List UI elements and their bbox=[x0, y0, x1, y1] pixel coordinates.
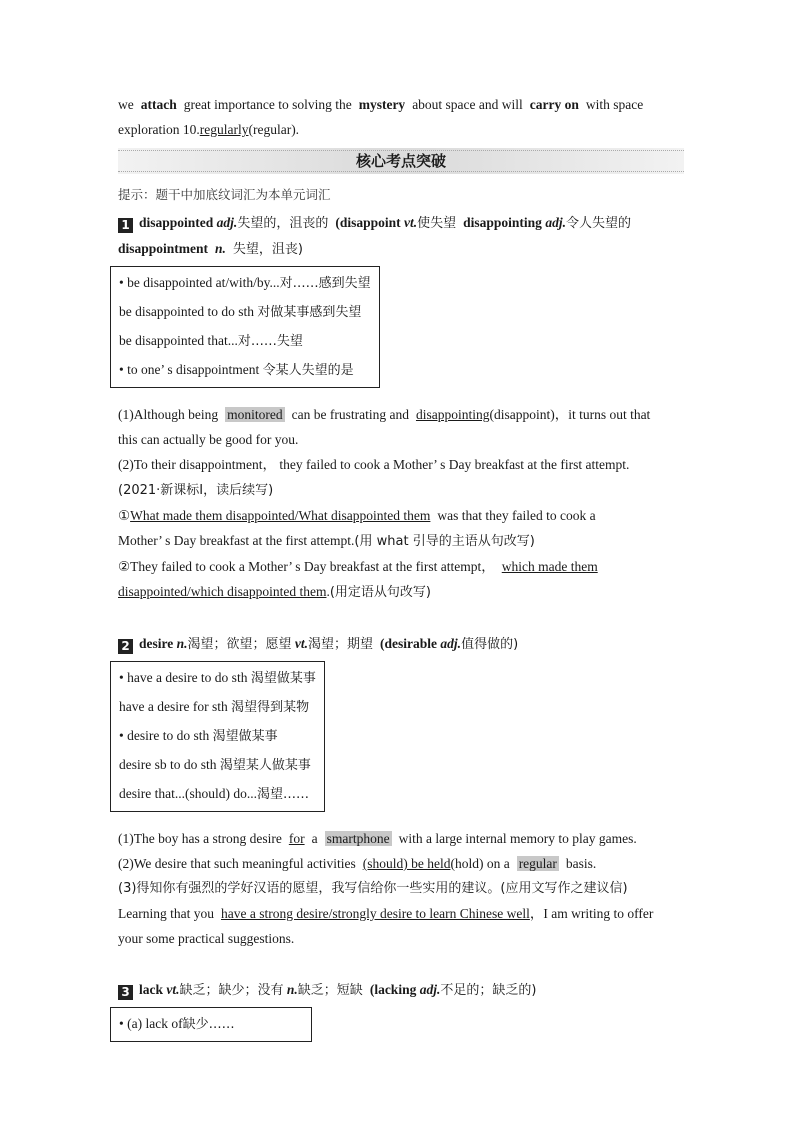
headword: desire bbox=[139, 636, 174, 651]
definition: 使失望 bbox=[417, 216, 457, 231]
text: ( bbox=[369, 982, 375, 997]
phrase-cn: 渴望…… bbox=[256, 787, 309, 802]
part-of-speech: n. bbox=[286, 982, 298, 997]
phrase-row bbox=[119, 780, 316, 809]
tip-text: 提示：题干中加底纹词汇为本单元词汇 bbox=[118, 187, 331, 202]
headword: desirable bbox=[384, 636, 438, 651]
keyword: attach bbox=[140, 97, 177, 112]
section-number-badge: 1 bbox=[118, 218, 133, 233]
exercise-2-3 bbox=[118, 876, 684, 901]
section-number-badge: 2 bbox=[118, 639, 133, 654]
definition: 失望，沮丧) bbox=[232, 242, 303, 257]
entry-disappointed bbox=[118, 210, 684, 262]
answer: for bbox=[288, 831, 305, 846]
text: (hold) on a bbox=[450, 856, 510, 871]
phrase-row bbox=[119, 356, 371, 385]
headword: disappoint bbox=[339, 215, 401, 230]
text: with space bbox=[585, 97, 644, 112]
highlighted-word: smartphone bbox=[326, 831, 390, 846]
phrase-row bbox=[119, 269, 371, 298]
phrase-row bbox=[119, 751, 316, 780]
intro-paragraph bbox=[118, 92, 684, 142]
part-of-speech: vt. bbox=[166, 982, 180, 997]
phrase-en: have a desire for sth bbox=[119, 699, 228, 714]
phrase-cn: 对……感到失望 bbox=[279, 276, 371, 291]
phrase-row bbox=[119, 664, 316, 693]
exercise-2-2 bbox=[118, 851, 684, 876]
text: Mother’ s Day breakfast at the first attempt. bbox=[118, 533, 355, 548]
text: ( bbox=[335, 215, 340, 230]
exercise-1-3 bbox=[118, 503, 684, 554]
text: Learning that you bbox=[118, 906, 214, 921]
text: (2)To their disappointment， they failed to cook a Mother’ s Day breakfast at the first attempt. bbox=[118, 457, 630, 472]
phrase-cn: 渴望得到某物 bbox=[231, 700, 310, 715]
text: (2)We desire that such meaningful activities bbox=[118, 856, 356, 871]
phrase-row bbox=[119, 327, 371, 356]
part-of-speech: adj. bbox=[545, 215, 566, 230]
definition: 值得做的) bbox=[461, 637, 519, 652]
part-of-speech: n. bbox=[215, 241, 226, 256]
entry-lack bbox=[118, 977, 684, 1003]
text: great importance to solving the bbox=[183, 97, 352, 112]
phrase-row bbox=[119, 298, 371, 327]
phrase-en: • (a) lack of bbox=[119, 1016, 183, 1031]
exercise-2-4 bbox=[118, 901, 684, 951]
phrase-row bbox=[119, 722, 316, 751]
phrase-box bbox=[110, 1007, 312, 1042]
phrase-en: • have a desire to do sth bbox=[119, 670, 248, 685]
instruction-note: (用 what 引导的主语从句改写) bbox=[354, 534, 535, 549]
instruction-note: (用定语从句改写) bbox=[329, 585, 431, 600]
entry-desire bbox=[118, 631, 684, 657]
definition: 渴望；期望 bbox=[308, 637, 374, 652]
text: ②They failed to cook a Mother’ s Day breakfast at the first attempt， bbox=[118, 559, 495, 574]
part-of-speech: adj. bbox=[216, 215, 238, 230]
headword: lacking bbox=[374, 982, 417, 997]
phrase-cn: 渴望做某事 bbox=[212, 729, 278, 744]
text: this can actually be good for you. bbox=[118, 432, 299, 447]
phrase-en: • desire to do sth bbox=[119, 728, 210, 743]
part-of-speech: adj. bbox=[419, 982, 441, 997]
text: can be frustrating and bbox=[291, 407, 409, 422]
text: a bbox=[311, 831, 318, 846]
phrase-row bbox=[119, 1010, 303, 1039]
headword: lack bbox=[139, 982, 164, 997]
answer: disappointed/which disappointed them bbox=[118, 584, 327, 599]
definition: 失望的，沮丧的 bbox=[237, 216, 329, 231]
highlighted-word: monitored bbox=[227, 407, 283, 422]
definition: 渴望；欲望；愿望 bbox=[187, 637, 292, 652]
headword: disappointing bbox=[463, 215, 542, 230]
text: basis. bbox=[565, 856, 597, 871]
text: was that they failed to cook a bbox=[437, 508, 596, 523]
headword: disappointed bbox=[139, 215, 214, 230]
exercise-2-1 bbox=[118, 826, 684, 851]
section-number-badge: 3 bbox=[118, 985, 133, 1000]
phrase-cn: 渴望某人做某事 bbox=[219, 758, 311, 773]
exercise-1-2 bbox=[118, 452, 684, 503]
hint: (regular). bbox=[248, 122, 300, 137]
phrase-en: • be disappointed at/with/by... bbox=[119, 275, 280, 290]
text: ① bbox=[118, 508, 131, 523]
phrase-cn: 对……失望 bbox=[237, 334, 303, 349]
section-banner: 核心考点突破 bbox=[118, 148, 684, 174]
answer: which made them bbox=[501, 559, 598, 574]
text: with a large internal memory to play games. bbox=[398, 831, 637, 846]
text: (disappoint)，it turns out that bbox=[489, 407, 651, 422]
phrase-cn: 渴望做某事 bbox=[250, 671, 316, 686]
phrase-en: desire sb to do sth bbox=[119, 757, 217, 772]
answer: What made them disappointed/What disappointed them bbox=[130, 508, 431, 523]
part-of-speech: vt. bbox=[404, 215, 418, 230]
keyword: carry on bbox=[529, 97, 579, 112]
text: (3)得知你有强烈的学好汉语的愿望，我写信给你一些实用的建议。(应用文写作之建议信) bbox=[118, 881, 628, 896]
answer: disappointing bbox=[415, 407, 490, 422]
source-note: (2021·新课标Ⅰ，读后续写) bbox=[118, 483, 274, 498]
part-of-speech: n. bbox=[176, 636, 188, 651]
definition: 令人失望的 bbox=[565, 216, 631, 231]
phrase-box bbox=[110, 266, 380, 388]
text: about space and will bbox=[412, 97, 523, 112]
phrase-en: be disappointed to do sth bbox=[119, 304, 254, 319]
text: exploration 10. bbox=[118, 122, 200, 137]
phrase-cn: 令某人失望的是 bbox=[262, 363, 354, 378]
text: (1)Although being bbox=[118, 407, 219, 422]
keyword: mystery bbox=[358, 97, 406, 112]
phrase-row bbox=[119, 693, 316, 722]
text: your some practical suggestions. bbox=[118, 931, 295, 946]
definition: 缺乏；缺少；没有 bbox=[179, 983, 284, 998]
phrase-box bbox=[110, 661, 325, 812]
definition: 缺乏；短缺 bbox=[297, 983, 363, 998]
exercise-1-1 bbox=[118, 402, 684, 452]
text: ，I am writing to offer bbox=[529, 906, 654, 921]
exercise-1-4 bbox=[118, 554, 684, 605]
phrase-en: • to one’ s disappointment bbox=[119, 362, 260, 377]
headword: disappointment bbox=[118, 241, 209, 256]
phrase-cn: 缺少…… bbox=[182, 1017, 235, 1032]
answer: (should) be held bbox=[362, 856, 451, 871]
text: (1)The boy has a strong desire bbox=[118, 831, 282, 846]
phrase-en: desire that...(should) do... bbox=[119, 786, 257, 801]
text: . bbox=[326, 584, 330, 599]
answer: have a strong desire/strongly desire to learn Chinese well bbox=[220, 906, 530, 921]
phrase-en: be disappointed that... bbox=[119, 333, 238, 348]
phrase-cn: 对做某事感到失望 bbox=[257, 305, 362, 320]
definition: 不足的；缺乏的) bbox=[440, 983, 537, 998]
highlighted-word: regular bbox=[518, 856, 557, 871]
document-page bbox=[118, 92, 684, 1056]
text: ( bbox=[380, 636, 385, 651]
text: we bbox=[118, 97, 134, 112]
answer: regularly bbox=[199, 122, 249, 137]
part-of-speech: adj. bbox=[440, 636, 462, 651]
part-of-speech: vt. bbox=[294, 636, 309, 651]
